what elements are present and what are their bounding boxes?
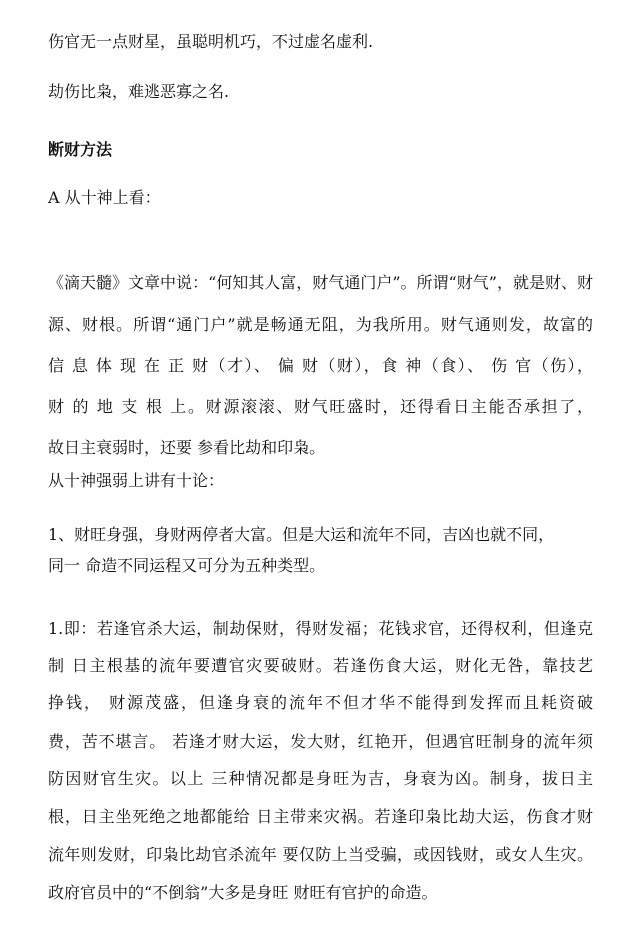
paragraph-line: 挣钱， 财源茂盛，但逢身衰的流年不但才华不能得到发挥而且耗资破	[48, 693, 593, 712]
section-heading: 断财方法	[48, 140, 113, 159]
paragraph-line: 同一 命造不同运程又可分为五种类型。	[48, 556, 326, 575]
paragraph-line: 政府官员中的“不倒翁”大多是身旺 财旺有官护的命造。	[48, 883, 438, 902]
text-line: 劫伤比枭，难逃恶寡之名.	[48, 82, 230, 101]
paragraph-line: 1、财旺身强，身财两停者大富。但是大运和流年不同，吉凶也就不同，	[48, 525, 555, 544]
paragraph-line: 《滴天髓》文章中说：“何知其人富，财气通门户”。所谓“财气”，就是财、财	[48, 273, 593, 292]
paragraph-line: 从十神强弱上讲有十论：	[48, 471, 225, 490]
paragraph-line: 流年则发财，印枭比劫官杀流年 要仅防上当受骗，或因钱财，或女人生灾。	[48, 845, 593, 864]
paragraph-line: 故日主衰弱时，还要 参看比劫和印枭。	[48, 438, 326, 457]
paragraph-line: 源、财根。所谓“通门户”就是畅通无阻，为我所用。财气通则发，故富的	[48, 315, 593, 334]
paragraph-line: 制 日主根基的流年要遭官灾要破财。若逢伤食大运，财化无咎，靠技艺	[48, 656, 593, 675]
paragraph-line: 1.即：若逢官杀大运，制劫保财，得财发福；花钱求官，还得权利，但逢克	[48, 619, 593, 638]
subheading: A 从十神上看：	[48, 188, 161, 207]
text-line: 伤官无一点财星，虽聪明机巧，不过虚名虚利.	[48, 32, 374, 51]
paragraph-line: 根，日主坐死绝之地都能给 日主带来灾祸。若逢印枭比劫大运，伤食才财	[48, 807, 593, 826]
paragraph-line: 费，苦不堪言。 若逢才财大运，发大财，红艳开，但遇官旺制身的流年须	[48, 732, 593, 751]
paragraph-line: 防因财官生灾。以上 三种情况都是身旺为吉，身衰为凶。制身，拔日主	[48, 769, 593, 788]
paragraph-line: 财 的 地 支 根 上。财源滚滚、财气旺盛时，还得看日主能否承担了，	[48, 397, 593, 416]
paragraph-line: 信 息 体 现 在 正 财（才）、 偏 财（财），食 神（食）、 伤 官（伤），	[48, 356, 593, 375]
